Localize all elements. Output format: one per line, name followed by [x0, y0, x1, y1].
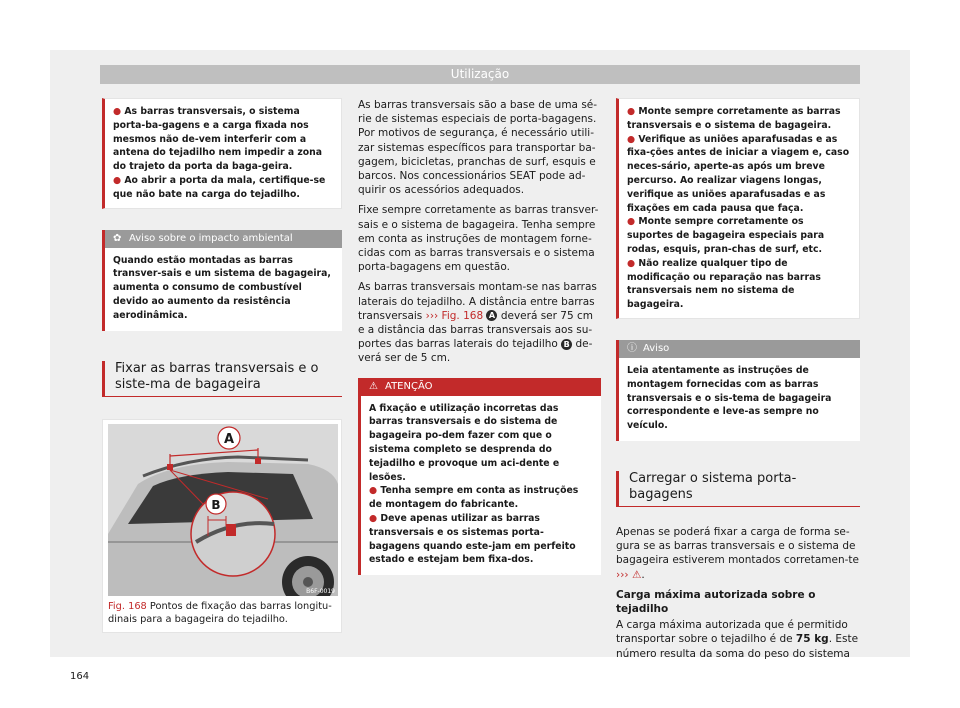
page-number: 164	[70, 671, 90, 682]
list-item: ● Tenha sempre em conta as instruções de montagem do fabricante.	[369, 485, 579, 511]
manual-page	[50, 50, 910, 682]
warning-continuation-box	[102, 98, 342, 209]
marker-a: A	[486, 310, 497, 321]
figure-code: B6F-0019	[306, 587, 335, 595]
paragraph: Apenas se poderá fixar a carga de forma se-gura se as barras transversais e o sistema de bagageira estiverem montados corretamen-te ››› ⚠.	[616, 525, 859, 581]
list-item: ● Deve apenas utilizar as barras transversais e os sistemas porta-bagagens quando este-jam em perfeito estado e estejam bem fixa-dos.	[369, 513, 576, 566]
danger-warning	[358, 378, 601, 576]
figure-168	[102, 419, 342, 633]
figure-label-a: A	[223, 431, 235, 447]
warning-triangle-icon: ⚠	[369, 380, 378, 392]
warning-triangle-icon: ⚠	[631, 568, 642, 581]
paragraph: As barras transversais montam-se nas barras laterais do tejadilho. A distância entre barras transversais ››› Fig. 168 A deverá ser 75 cm e a distância das barras transversais aos su-portes das barras laterais do tejadilho B de-verá ser de 5 cm.	[358, 281, 597, 365]
info-notice-header: ⓘ Aviso	[619, 340, 860, 358]
paragraph: A carga máxima autorizada que é permitido transportar sobre o tejadilho é de 75 kg. Este número resulta da soma do peso do sistema	[616, 619, 859, 660]
warning-continuation-box	[616, 98, 860, 319]
danger-warning-header: ⚠ ATENÇÃO	[361, 378, 601, 396]
list-item: ● Ao abrir a porta da mala, certifique-se que não bate na carga do tejadilho.	[113, 174, 326, 200]
figure-label-b: B	[211, 497, 221, 512]
info-notice-text: Leia atentamente as instruções de montagem fornecidas com as barras transversais e o sis-tema de bagageira correspondente e leve-as sempre no veículo.	[627, 364, 832, 432]
danger-warning-text: A fixação e utilização incorretas das barras transversais e do sistema de bagageira po-dem fazer com que o sistema completo se desprenda do tejadilho e provoque um aci-dente e lesões. ● Tenha sempre em conta as instruções de montagem do fabricante. ● Deve apenas utilizar as barras transversais e os sistemas porta-bagagens quando este-jam em perfeito estado e estejam bem fixa-dos.	[361, 396, 601, 576]
info-icon: ⓘ	[627, 342, 637, 354]
list-item: ● As barras transversais, o sistema porta-ba-gagens e a carga fixada nos mesmos não de-vem interferir com a antena do tejadilho nem impedir a zona do trajeto da porta da baga-geira.	[113, 106, 323, 173]
environment-notice-header: ✿ Aviso sobre o impacto ambiental	[105, 230, 342, 248]
list-item: ● Não realize qualquer tipo de modificação ou reparação nas barras transversais nem no sistema de bagageira.	[627, 257, 821, 311]
subheading: Carga máxima autorizada sobre o tejadilho	[616, 588, 816, 615]
figure-reference-link[interactable]: ››› Fig. 168	[425, 309, 484, 322]
page-header: Utilização	[100, 65, 860, 84]
environment-notice	[102, 230, 342, 331]
column-left	[102, 98, 342, 633]
list-item: ● Verifique as uniões aparafusadas e as fixa-ções antes de iniciar a viagem e, caso neces-sário, aperte-as após um breve percurso. Ao realizar viagens longas, verifique as uniões aparafusadas e as fixações em cada pausa que faça.	[627, 133, 850, 214]
car-roof-illustration	[108, 424, 338, 596]
paragraph: As barras transversais são a base de uma sé-rie de sistemas especiais de porta-bagagens. Por motivos de segurança, é necessário utili-zar sistemas específicos para transportar ba-gagem, bicicletas, pranchas de surf, esquis e barcos. Nos concessionários SEAT pode ad-quirir os acessórios adequados.	[358, 99, 598, 197]
section-title: Fixar as barras transversais e o siste-ma de bagageira	[102, 361, 342, 397]
column-middle	[358, 98, 601, 575]
environment-notice-text: Quando estão montadas as barras transver-sais e um sistema de bagageira, aumenta o consumo de combustível devido ao aumento da resistência aerodinâmica.	[113, 254, 331, 321]
flower-icon: ✿	[113, 232, 122, 244]
list-item: ● Monte sempre corretamente os suportes de bagageira especiais para rodas, esquis, pran-chas de surf, etc.	[627, 216, 825, 255]
figure-number: Fig. 168	[108, 600, 147, 612]
section-title: Carregar o sistema porta-bagagens	[616, 471, 860, 507]
marker-b: B	[561, 339, 572, 350]
list-item: ● Monte sempre corretamente as barras transversais e o sistema de bagageira.	[627, 106, 841, 131]
info-notice	[616, 340, 860, 441]
warning-reference-link[interactable]: ›››	[616, 568, 629, 581]
paragraph: Fixe sempre corretamente as barras transver-sais e o sistema de bagageira. Tenha sempre em conta as instruções de montagem forne-cidas com as barras transversais e o sistema porta-bagagens em questão.	[358, 204, 599, 274]
figure-caption: Fig. 168 Pontos de fixação das barras longitu-dinais para a bagageira do tejadilho.	[108, 600, 332, 625]
column-right	[616, 98, 860, 667]
